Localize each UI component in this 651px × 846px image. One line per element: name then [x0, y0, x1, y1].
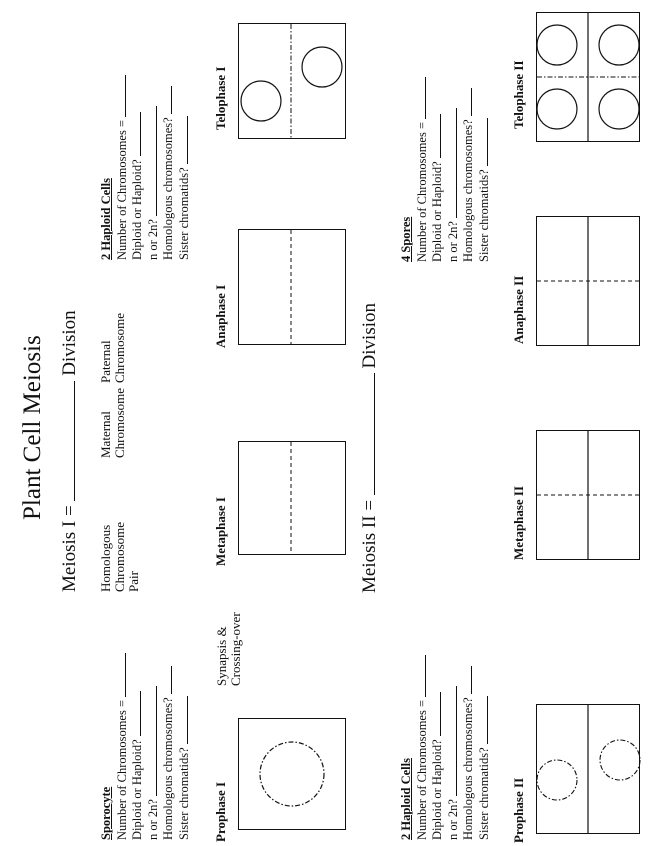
label-telophase-2: Telophase II	[511, 60, 526, 129]
q-ploidy: Diploid or Haploid?	[430, 739, 445, 840]
haploid-1-heading: 2 Haploid Cells	[99, 178, 113, 260]
paternal-line-2: Chromosome	[112, 312, 127, 383]
homologous-line-1: Homologous	[98, 524, 113, 592]
spore-nucleus-circle	[599, 25, 639, 65]
label-metaphase-1: Metaphase I	[213, 497, 228, 566]
q-homologous: Homologous chromosomes?	[161, 697, 176, 840]
q-ploidy: Diploid or Haploid?	[430, 161, 445, 262]
label-prophase-1: Prophase I	[213, 781, 228, 842]
label-anaphase-2: Anaphase II	[511, 275, 526, 344]
synapsis-line-1: Synapsis &	[214, 626, 229, 686]
q-number: Number of Chromosomes =	[414, 699, 429, 840]
nucleus-circle	[600, 740, 640, 780]
q-sister: Sister chromatids?	[476, 169, 491, 262]
maternal-line-2: Chromosome	[112, 387, 127, 458]
q-n: n or 2n?	[445, 221, 460, 262]
meiosis-1-prefix: Meiosis I =	[59, 505, 80, 592]
homologous-line-2: Chromosome	[112, 521, 127, 592]
q-number: Number of Chromosomes =	[114, 699, 129, 840]
q-sister: Sister chromatids?	[176, 167, 191, 260]
page-title: Plant Cell Meiosis	[19, 335, 46, 520]
q-homologous: Homologous chromosomes?	[161, 117, 176, 260]
label-metaphase-2: Metaphase II	[511, 485, 526, 560]
q-n: n or 2n?	[145, 799, 160, 840]
q-ploidy: Diploid or Haploid?	[130, 159, 145, 260]
synapsis-line-2: Crossing-over	[228, 612, 243, 686]
q-sister: Sister chromatids?	[176, 747, 191, 840]
label-prophase-2: Prophase II	[511, 777, 526, 843]
label-anaphase-1: Anaphase I	[213, 284, 228, 348]
q-homologous: Homologous chromosomes?	[461, 697, 476, 840]
q-n: n or 2n?	[145, 219, 160, 260]
label-telophase-1: Telophase I	[213, 66, 228, 130]
q-ploidy: Diploid or Haploid?	[130, 739, 145, 840]
q-number: Number of Chromosomes =	[114, 119, 129, 260]
nucleus-circle	[537, 760, 577, 800]
maternal-line-1: Maternal	[98, 411, 113, 458]
q-n: n or 2n?	[445, 799, 460, 840]
paternal-line-1: Paternal	[98, 340, 113, 383]
homologous-line-3: Pair	[126, 571, 141, 592]
spore-nucleus-circle	[537, 89, 577, 129]
q-sister: Sister chromatids?	[476, 747, 491, 840]
sporocyte-heading: Sporocyte	[99, 786, 113, 840]
spores-heading: 4 Spores	[399, 216, 413, 262]
daughter-nucleus-circle	[302, 47, 342, 87]
spore-nucleus-circle	[537, 25, 577, 65]
daughter-nucleus-circle	[241, 81, 281, 121]
q-homologous: Homologous chromosomes?	[461, 119, 476, 262]
haploid-2-heading: 2 Haploid Cells	[399, 758, 413, 840]
meiosis-2-prefix: Meiosis II =	[359, 499, 380, 593]
spore-nucleus-circle	[599, 89, 639, 129]
meiosis-1-suffix: Division	[59, 310, 80, 376]
q-number: Number of Chromosomes =	[414, 121, 429, 262]
nucleus-circle	[260, 742, 324, 806]
meiosis-2-suffix: Division	[359, 303, 380, 369]
